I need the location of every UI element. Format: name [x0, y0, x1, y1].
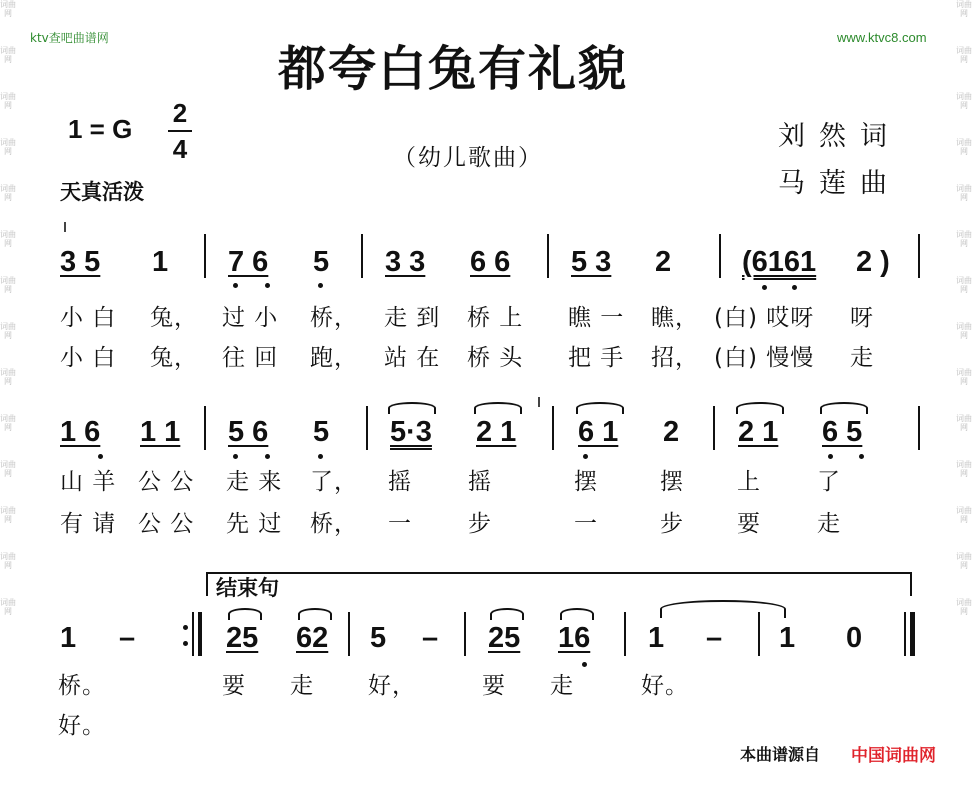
lyric-syllables: 走 [290, 673, 314, 699]
dash: – [119, 622, 136, 654]
note-group: 6 5 [822, 416, 863, 448]
note-group: 6 1 [578, 416, 619, 448]
repeat-bar-line [192, 612, 194, 656]
lyric-syllables: 山 羊 [60, 469, 117, 495]
low-octave-dot [318, 454, 323, 459]
lyric-syllables: 桥 头 [467, 345, 524, 371]
right-edge-watermark: 词曲网 词曲网 词曲网 词曲网 词曲网 词曲网 词曲网 词曲网 词曲网 词曲网 词曲网 词曲网 词曲网 词曲网 [956, 0, 972, 616]
bar-line [204, 234, 206, 278]
note-group: 5 [370, 622, 387, 654]
low-octave-dot [98, 454, 103, 459]
lyric-syllables: 走 [817, 511, 841, 537]
note-group: 1 6 [60, 416, 101, 448]
bar-line [361, 234, 363, 278]
note-group: 1 [648, 622, 665, 654]
note-group: 5 3 [571, 246, 612, 278]
note-group: 2 [655, 246, 672, 278]
source-site-link[interactable]: 中国词曲网 [851, 746, 936, 766]
left-site-watermark: ktv查吧曲谱网 [30, 31, 109, 45]
note-group: 2 1 [476, 416, 517, 448]
bar-line [204, 406, 206, 450]
slur [820, 402, 868, 414]
lyric-syllables: 好。 [641, 673, 689, 699]
tick-mark [64, 222, 66, 232]
lyric-syllables: 走 [550, 673, 574, 699]
lyric-syllables: 瞧 一 [568, 305, 625, 331]
slur [388, 402, 436, 414]
bar-line [719, 234, 721, 278]
low-octave-dot [318, 283, 323, 288]
note-group: 25 [226, 622, 259, 654]
note-group: 1 [779, 622, 796, 654]
lyric-syllables: 走 [850, 345, 874, 371]
lyric-syllables: 公 公 [138, 511, 195, 537]
note-group: 2 ) [856, 246, 890, 278]
bar-line [918, 234, 920, 278]
note-group: 5 [313, 246, 330, 278]
tie-long [660, 600, 786, 618]
lyric-syllables: (白) 慢慢 [714, 345, 815, 371]
note-group: 62 [296, 622, 329, 654]
bar-line [464, 612, 466, 656]
time-divider [168, 130, 192, 132]
note-group: 2 1 [738, 416, 779, 448]
song-title: 都夸白兔有礼貌 [278, 41, 629, 97]
low-octave-dot [859, 454, 864, 459]
lyric-syllables: 要 [222, 673, 246, 699]
bar-line [918, 406, 920, 450]
subtitle: （幼儿歌曲） [393, 145, 543, 171]
slur [228, 608, 262, 620]
lyric-syllables: 站 在 [384, 345, 441, 371]
bar-line [552, 406, 554, 450]
lyric-syllables: 摇 [388, 469, 412, 495]
lyric-syllables: 先 过 [226, 511, 283, 537]
composer-credit: 马莲曲 [778, 168, 901, 199]
slur [474, 402, 522, 414]
lyric-syllables: 一 [574, 511, 598, 537]
slur [490, 608, 524, 620]
dash: – [422, 622, 439, 654]
lyricist-credit: 刘然词 [778, 121, 901, 152]
bar-line [547, 234, 549, 278]
right-site-watermark: www.ktvc8.com [837, 30, 927, 45]
lyric-syllables: 小 白 [60, 305, 117, 331]
low-octave-dot [233, 454, 238, 459]
lyric-syllables: 过 小 [222, 305, 279, 331]
tick-mark [538, 397, 540, 407]
ending-label: 结束句 [216, 576, 279, 600]
lyric-syllables: 要 [737, 511, 761, 537]
note-group: 7 6 [228, 246, 269, 278]
lyric-syllables: 走 到 [384, 305, 441, 331]
bar-line [624, 612, 626, 656]
time-signature [168, 98, 192, 164]
lyric-syllables: 了 [817, 469, 841, 495]
lyric-syllables: 桥。 [58, 673, 106, 699]
note-group: 5 [313, 416, 330, 448]
lyric-syllables: 摆 [660, 469, 684, 495]
note-group: (6161 [742, 246, 817, 278]
key-signature: 1 = G [68, 114, 133, 144]
repeat-dot [183, 641, 188, 646]
lyric-syllables: 瞧， [651, 305, 699, 331]
lyric-syllables: 桥， [310, 511, 358, 537]
repeat-bar-line-thick [198, 612, 202, 656]
lyric-syllables: 摇 [468, 469, 492, 495]
lyric-syllables: 桥， [310, 305, 358, 331]
source-label: 本曲谱源自 [740, 745, 821, 764]
lyric-syllables: 上 [737, 469, 761, 495]
lyric-syllables: 了， [310, 469, 358, 495]
lyric-syllables: 兔， [150, 345, 198, 371]
note-group: 0 [846, 622, 863, 654]
low-octave-dot [828, 454, 833, 459]
note-group: 16 [558, 622, 591, 654]
note-group: 25 [488, 622, 521, 654]
note-group: 3 3 [385, 246, 426, 278]
time-top: 2 [172, 98, 188, 128]
note-group: 5 6 [228, 416, 269, 448]
lyric-syllables: 招， [651, 345, 699, 371]
low-octave-dot [265, 454, 270, 459]
slur [560, 608, 594, 620]
lyric-syllables: 走 来 [226, 469, 283, 495]
dash: – [706, 622, 723, 654]
lyric-syllables: 一 [388, 511, 412, 537]
left-edge-watermark: 词曲网 词曲网 词曲网 词曲网 词曲网 词曲网 词曲网 词曲网 词曲网 词曲网 词曲网 词曲网 词曲网 词曲网 [0, 0, 16, 616]
lyric-syllables: 好， [368, 673, 416, 699]
lyric-syllables: 好。 [58, 713, 106, 739]
note-group: 1 1 [140, 416, 181, 448]
bar-line [758, 612, 760, 656]
slur [576, 402, 624, 414]
ending-bracket [206, 572, 912, 596]
lyric-syllables: 把 手 [568, 345, 625, 371]
note-group: 1 [60, 622, 77, 654]
lyric-syllables: 要 [482, 673, 506, 699]
bar-line [348, 612, 350, 656]
time-bottom: 4 [172, 134, 188, 164]
lyric-syllables: 步 [468, 511, 492, 537]
low-octave-dot [233, 283, 238, 288]
lyric-syllables: 呀 [850, 305, 874, 331]
lyric-syllables: 跑， [310, 345, 358, 371]
low-octave-dot [762, 285, 767, 290]
low-octave-dot [582, 662, 587, 667]
bar-line [366, 406, 368, 450]
repeat-dot [183, 625, 188, 630]
slur [736, 402, 784, 414]
lyric-syllables: 有 请 [60, 511, 117, 537]
lyric-syllables: (白) 哎呀 [714, 305, 815, 331]
low-octave-dot [792, 285, 797, 290]
lyric-syllables: 步 [660, 511, 684, 537]
lyric-syllables: 桥 上 [467, 305, 524, 331]
lyric-syllables: 摆 [574, 469, 598, 495]
lyric-syllables: 往 回 [222, 345, 279, 371]
note-group: 2 [663, 416, 680, 448]
final-bar-line [904, 612, 906, 656]
lyric-syllables: 小 白 [60, 345, 117, 371]
low-octave-dot [265, 283, 270, 288]
note-group: 3 5 [60, 246, 101, 278]
final-bar-line-thick [910, 612, 915, 656]
bar-line [713, 406, 715, 450]
note-group: 1 [152, 246, 169, 278]
low-octave-dot [583, 454, 588, 459]
lyric-syllables: 公 公 [138, 469, 195, 495]
note-group: 5·3 [390, 416, 432, 448]
note-group: 6 6 [470, 246, 511, 278]
lyric-syllables: 兔， [150, 305, 198, 331]
slur [298, 608, 332, 620]
tempo-marking: 天真活泼 [60, 180, 144, 204]
